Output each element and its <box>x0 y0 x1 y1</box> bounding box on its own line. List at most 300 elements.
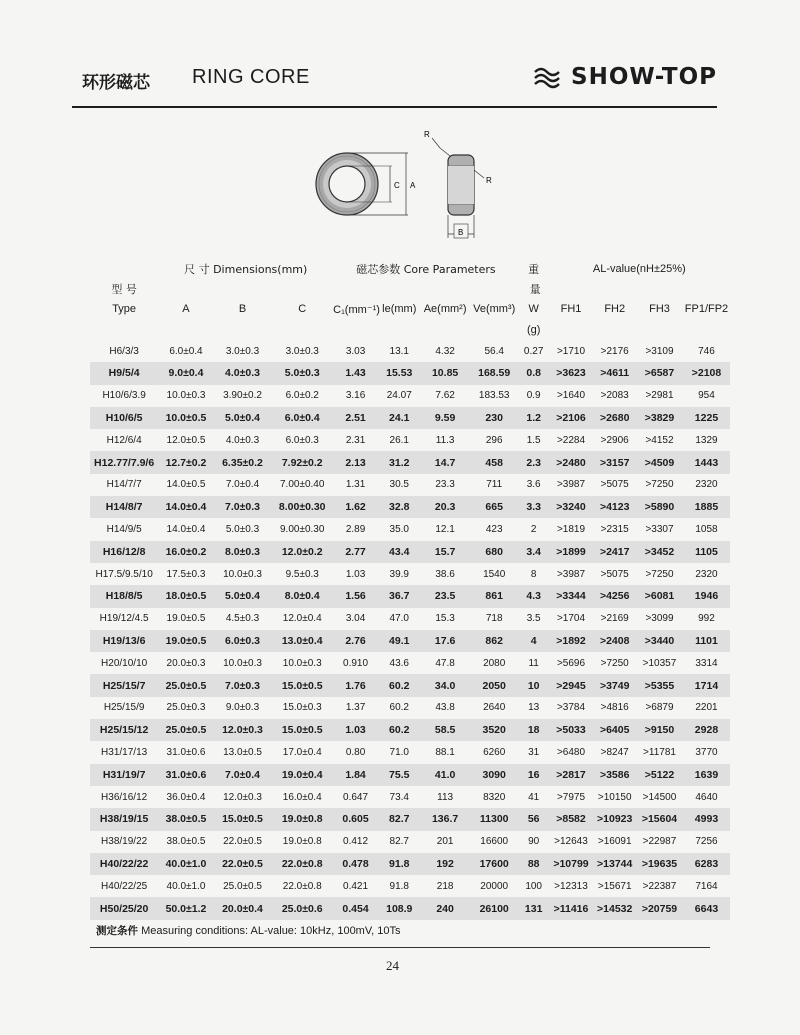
table-cell: >3157 <box>593 451 636 473</box>
table-cell: >1710 <box>556 345 586 357</box>
dim-label-c: C <box>394 181 400 190</box>
table-cell: >5033 <box>549 719 594 741</box>
table-cell: 0.605 <box>333 808 378 830</box>
table-cell: 3770 <box>695 746 718 758</box>
table-cell: 56 <box>519 808 549 830</box>
table-cell: 38.0±0.5 <box>166 836 206 848</box>
table-row <box>90 385 730 407</box>
table-row <box>90 764 730 786</box>
conditions-cn: 测定条件 <box>96 925 138 937</box>
table-cell: 3.03 <box>345 345 366 357</box>
dim-label-b: B <box>458 228 464 237</box>
table-cell: 6.0±0.4 <box>169 345 203 357</box>
table-cell: 43.8 <box>435 702 455 714</box>
type-cell: H25/15/9 <box>103 702 145 714</box>
table-cell: >22987 <box>642 836 677 848</box>
table-cell: 113 <box>437 791 454 803</box>
table-row <box>90 340 730 362</box>
type-cell: H9/5/4 <box>90 362 158 384</box>
table-cell: 12.0±0.4 <box>282 613 322 625</box>
table-cell: 23.5 <box>421 585 470 607</box>
table-cell: 4993 <box>683 808 730 830</box>
type-cell: H38/19/15 <box>90 808 158 830</box>
table-cell: 131 <box>519 897 549 919</box>
table-cell: 954 <box>698 390 715 402</box>
table-cell: 40.0±1.0 <box>166 880 206 892</box>
table-cell: 4.0±0.3 <box>214 362 272 384</box>
table-cell: >14532 <box>593 897 636 919</box>
table-cell: 12.0±0.5 <box>166 434 206 446</box>
type-cell: H25/15/7 <box>90 674 158 696</box>
table-cell: 5.0±0.3 <box>271 362 333 384</box>
table-row <box>90 362 730 384</box>
table-row <box>90 474 730 496</box>
table-cell: 12.0±0.3 <box>214 719 272 741</box>
type-cell: H19/13/6 <box>90 630 158 652</box>
table-row <box>90 831 730 853</box>
table-cell: 31.0±0.6 <box>158 764 213 786</box>
table-cell: 47.8 <box>435 657 455 669</box>
table-cell: 30.5 <box>389 479 409 491</box>
table-cell: 25.0±0.6 <box>271 897 333 919</box>
table-cell: 230 <box>470 407 519 429</box>
weight-cn-1: 重 <box>528 263 540 276</box>
table-cell: >22387 <box>642 880 677 892</box>
table-cell: 861 <box>470 585 519 607</box>
table-cell: 15.0±0.5 <box>214 808 272 830</box>
table-cell: 15.0±0.3 <box>282 702 322 714</box>
table-cell: 13.0±0.4 <box>271 630 333 652</box>
table-cell: 7.92±0.2 <box>271 451 333 473</box>
table-cell: >4152 <box>645 434 674 446</box>
table-cell: 218 <box>436 880 454 892</box>
table-cell: >6405 <box>593 719 636 741</box>
table-cell: 10.0±0.3 <box>166 390 206 402</box>
table-cell: 3520 <box>470 719 519 741</box>
table-cell: 0.910 <box>343 657 369 669</box>
table-cell: 13 <box>528 702 540 714</box>
table-header-row-2 <box>90 280 730 298</box>
table-cell: >4611 <box>593 362 636 384</box>
table-cell: 60.2 <box>378 674 421 696</box>
table-cell: 34.0 <box>421 674 470 696</box>
ring-side-view <box>448 155 474 215</box>
table-cell: >3452 <box>636 541 683 563</box>
page-number: 24 <box>386 958 399 973</box>
table-cell: 19.0±0.4 <box>271 764 333 786</box>
table-cell: 3.16 <box>345 390 366 402</box>
table-cell: >7250 <box>645 479 674 491</box>
table-cell: 3.3 <box>519 496 549 518</box>
table-cell: 6.35±0.2 <box>214 451 272 473</box>
ring-core-diagram <box>300 126 530 246</box>
table-cell: 3.0±0.3 <box>225 345 260 357</box>
table-row <box>90 585 730 607</box>
table-cell: >5122 <box>636 764 683 786</box>
table-cell: 49.1 <box>378 630 421 652</box>
table-cell: 7.0±0.4 <box>214 764 272 786</box>
brand-name: SHOW-TOP <box>571 64 717 90</box>
table-cell: 680 <box>470 541 519 563</box>
table-cell: 4640 <box>695 791 718 803</box>
table-cell: 2.51 <box>333 407 378 429</box>
table-cell: 1946 <box>683 585 730 607</box>
col-fh1-header: FH1 <box>560 303 582 315</box>
table-cell: >2176 <box>600 345 629 357</box>
col-fp-header: FP1/FP2 <box>684 303 729 315</box>
table-row <box>90 741 730 763</box>
table-cell: 0.412 <box>343 836 369 848</box>
type-cell: H36/16/12 <box>101 791 148 803</box>
table-cell: 0.647 <box>343 791 369 803</box>
table-cell: 1058 <box>695 524 718 536</box>
table-cell: 6260 <box>483 746 506 758</box>
table-cell: 2.89 <box>345 524 366 536</box>
table-cell: 10.0±0.5 <box>158 407 213 429</box>
table-cell: 3.04 <box>345 613 366 625</box>
table-cell: >1892 <box>549 630 594 652</box>
table-cell: 746 <box>698 345 715 357</box>
al-value-group-header: AL-value(nH±25%) <box>592 263 686 275</box>
table-cell: 20.0±0.3 <box>166 657 206 669</box>
table-cell: 8.0±0.3 <box>214 541 272 563</box>
type-cell: H40/22/22 <box>90 853 158 875</box>
footer-rule <box>90 947 710 948</box>
table-cell: 15.53 <box>378 362 421 384</box>
table-cell: >7250 <box>645 568 674 580</box>
table-cell: 58.5 <box>421 719 470 741</box>
table-cell: 50.0±1.2 <box>158 897 213 919</box>
table-cell: 11.3 <box>435 434 455 446</box>
table-cell: 82.7 <box>389 836 409 848</box>
table-cell: >4123 <box>593 496 636 518</box>
table-cell: >2480 <box>549 451 594 473</box>
table-cell: 23.3 <box>435 479 455 491</box>
table-cell: 25.0±0.3 <box>166 702 206 714</box>
table-cell: 7.00±0.40 <box>280 479 325 491</box>
table-cell: 25.0±0.5 <box>158 719 213 741</box>
table-cell: >4816 <box>600 702 629 714</box>
table-cell: 458 <box>470 451 519 473</box>
table-cell: 7.0±0.3 <box>214 674 272 696</box>
table-cell: 423 <box>485 524 503 536</box>
type-header: Type <box>112 303 137 315</box>
table-cell: >2945 <box>549 674 594 696</box>
col-c1-header: C₁(mm⁻¹) <box>333 303 380 316</box>
table-cell: 9.5±0.3 <box>285 568 319 580</box>
table-cell: 47.0 <box>389 613 409 625</box>
table-cell: 35.0 <box>389 524 409 536</box>
table-cell: >7250 <box>600 657 629 669</box>
table-cell: 6283 <box>683 853 730 875</box>
table-cell: 17600 <box>470 853 519 875</box>
table-cell: >2083 <box>600 390 629 402</box>
table-cell: 1714 <box>683 674 730 696</box>
table-cell: >5890 <box>636 496 683 518</box>
table-cell: >3829 <box>636 407 683 429</box>
table-cell: >10357 <box>642 657 677 669</box>
table-cell: 1.5 <box>526 434 541 446</box>
table-cell: >3240 <box>549 496 594 518</box>
table-cell: 88 <box>519 853 549 875</box>
table-cell: 1.56 <box>333 585 378 607</box>
table-cell: 7.0±0.3 <box>214 496 272 518</box>
table-cell: 16.0±0.2 <box>158 541 213 563</box>
table-cell: 136.7 <box>421 808 470 830</box>
table-cell: 91.8 <box>389 880 409 892</box>
type-cell: H6/3/3 <box>109 345 139 357</box>
table-cell: 6.0±0.4 <box>271 407 333 429</box>
type-cell: H16/12/8 <box>90 541 158 563</box>
conditions-en: Measuring conditions: AL-value: 10kHz, 100mV, 10Ts <box>141 925 401 937</box>
table-row <box>90 786 730 808</box>
table-cell: 15.0±0.5 <box>271 719 333 741</box>
table-cell: 25.0±0.5 <box>158 674 213 696</box>
table-cell: 17.0±0.4 <box>282 746 322 758</box>
table-cell: 8.0±0.4 <box>271 585 333 607</box>
table-row <box>90 697 730 719</box>
table-cell: 192 <box>421 853 470 875</box>
table-cell: >9150 <box>636 719 683 741</box>
table-cell: 19.0±0.5 <box>166 613 206 625</box>
table-cell: 31.2 <box>378 451 421 473</box>
table-cell: 1.84 <box>333 764 378 786</box>
table-cell: 22.0±0.8 <box>282 880 322 892</box>
table-cell: 9.59 <box>421 407 470 429</box>
table-cell: 15.3 <box>435 613 455 625</box>
type-cell: H31/17/13 <box>101 746 148 758</box>
table-cell: 1443 <box>683 451 730 473</box>
table-cell: 5.0±0.4 <box>214 585 272 607</box>
table-cell: 8.00±0.30 <box>271 496 333 518</box>
table-cell: 25.0±0.5 <box>223 880 262 892</box>
table-row <box>90 563 730 585</box>
table-cell: 8 <box>530 568 537 580</box>
table-cell: >4256 <box>593 585 636 607</box>
table-cell: 19.0±0.8 <box>282 836 322 848</box>
table-cell: >6587 <box>636 362 683 384</box>
dim-label-r-side: R <box>486 176 492 185</box>
table-cell: 10.85 <box>421 362 470 384</box>
table-cell: 7164 <box>695 880 718 892</box>
table-cell: 1.03 <box>345 568 366 580</box>
dim-label-a: A <box>410 181 416 190</box>
table-cell: 26.1 <box>389 434 409 446</box>
table-cell: 8320 <box>483 791 506 803</box>
table-cell: 2201 <box>695 702 718 714</box>
table-cell: >2981 <box>645 390 674 402</box>
table-cell: 3.0±0.3 <box>285 345 319 357</box>
table-cell: >6879 <box>645 702 674 714</box>
type-cell: H38/19/22 <box>101 836 148 848</box>
table-cell: >3586 <box>593 764 636 786</box>
table-cell: >5355 <box>636 674 683 696</box>
table-cell: 56.4 <box>484 345 504 357</box>
table-cell: 108.9 <box>378 897 421 919</box>
table-cell: >16091 <box>597 836 632 848</box>
table-cell: 2.76 <box>333 630 378 652</box>
table-cell: >3987 <box>556 568 586 580</box>
type-cell: H18/8/5 <box>90 585 158 607</box>
table-row <box>90 451 730 473</box>
table-cell: 19.0±0.8 <box>271 808 333 830</box>
table-row <box>90 608 730 630</box>
table-cell: 6.0±0.3 <box>285 434 319 446</box>
table-cell: 2 <box>530 524 537 536</box>
table-cell: >11416 <box>549 897 594 919</box>
table-cell: 17.5±0.3 <box>166 568 206 580</box>
table-cell: 3.5 <box>526 613 541 625</box>
table-cell: >14500 <box>642 791 677 803</box>
table-row <box>90 808 730 830</box>
table-cell: 1540 <box>483 568 506 580</box>
table-cell: 14.0±0.4 <box>158 496 213 518</box>
table-cell: 41 <box>528 791 540 803</box>
table-cell: 14.0±0.5 <box>166 479 206 491</box>
table-cell: 40.0±1.0 <box>158 853 213 875</box>
table-row <box>90 719 730 741</box>
table-cell: >10799 <box>549 853 594 875</box>
measuring-conditions <box>96 923 401 938</box>
type-cell: H14/7/7 <box>106 479 142 491</box>
table-cell: 7256 <box>695 836 718 848</box>
table-cell: >2315 <box>600 524 629 536</box>
table-cell: 2.13 <box>333 451 378 473</box>
table-cell: 88.1 <box>435 746 455 758</box>
weight-unit: (g) <box>526 324 541 336</box>
table-cell: 1329 <box>695 434 718 446</box>
table-cell: 0.80 <box>345 746 366 758</box>
table-cell: 20.0±0.4 <box>214 897 272 919</box>
col-ae-header: Ae(mm²) <box>423 303 467 315</box>
table-cell: 11300 <box>470 808 519 830</box>
type-cell: H25/15/12 <box>90 719 158 741</box>
table-cell: >3440 <box>636 630 683 652</box>
table-cell: 90 <box>528 836 540 848</box>
table-cell: 6643 <box>683 897 730 919</box>
col-fh2-header: FH2 <box>604 303 626 315</box>
table-cell: 4.3 <box>519 585 549 607</box>
table-row <box>90 407 730 429</box>
table-cell: 0.478 <box>333 853 378 875</box>
table-cell: >6480 <box>556 746 586 758</box>
table-cell: 36.7 <box>378 585 421 607</box>
table-row <box>90 630 730 652</box>
table-cell: 240 <box>421 897 470 919</box>
type-cell: H40/22/25 <box>101 880 148 892</box>
table-cell: 9.0±0.4 <box>158 362 213 384</box>
col-fh3-header: FH3 <box>649 303 670 315</box>
table-cell: >7975 <box>556 791 586 803</box>
table-row <box>90 853 730 875</box>
type-header-cn: 型 号 <box>111 283 137 296</box>
table-cell: 7.62 <box>435 390 455 402</box>
table-cell: 4.5±0.3 <box>225 613 260 625</box>
table-cell: 71.0 <box>389 746 409 758</box>
table-cell: 82.7 <box>378 808 421 830</box>
table-cell: 13.1 <box>389 345 409 357</box>
table-cell: 10 <box>519 674 549 696</box>
table-cell: >11781 <box>643 746 676 758</box>
table-cell: 10.0±0.3 <box>223 568 262 580</box>
header-rule <box>72 106 717 108</box>
table-cell: 12.1 <box>435 524 455 536</box>
col-a-header: A <box>182 303 190 315</box>
table-cell: >5075 <box>600 479 629 491</box>
core-parameters-group-header: 磁芯参数 Core Parameters <box>356 263 496 276</box>
table-cell: 1.62 <box>333 496 378 518</box>
table-row <box>90 429 730 451</box>
table-cell: 16 <box>519 764 549 786</box>
table-cell: 1.31 <box>345 479 366 491</box>
table-cell: 24.1 <box>378 407 421 429</box>
type-cell: H31/19/7 <box>90 764 158 786</box>
col-weight-header: W <box>528 303 539 315</box>
table-cell: 2320 <box>695 568 718 580</box>
table-cell: >8247 <box>600 746 629 758</box>
dimensions-group-header: 尺 寸 Dimensions(mm) <box>184 263 308 276</box>
table-cell: 10.0±0.3 <box>282 657 322 669</box>
ring-core-table <box>90 258 730 920</box>
table-cell: 1225 <box>683 407 730 429</box>
table-cell: 16.0±0.4 <box>282 791 322 803</box>
table-cell: >3749 <box>593 674 636 696</box>
table-cell: 1101 <box>683 630 730 652</box>
table-cell: 7.0±0.4 <box>225 479 260 491</box>
table-row <box>90 674 730 696</box>
table-cell: >1819 <box>556 524 586 536</box>
table-cell: 10.0±0.3 <box>223 657 262 669</box>
table-cell: 1105 <box>683 541 730 563</box>
table-cell: 18.0±0.5 <box>158 585 213 607</box>
weight-cn-2: 量 <box>529 283 541 296</box>
table-header-row-3 <box>90 298 730 320</box>
table-cell: 0.27 <box>523 345 544 357</box>
table-cell: >1899 <box>549 541 594 563</box>
table-cell: 14.7 <box>421 451 470 473</box>
table-cell: >3987 <box>556 479 586 491</box>
table-cell: 16600 <box>480 836 509 848</box>
table-cell: 43.6 <box>389 657 409 669</box>
table-cell: 60.2 <box>389 702 409 714</box>
table-row <box>90 897 730 919</box>
col-b-header: B <box>238 303 247 315</box>
table-cell: 22.0±0.5 <box>223 836 262 848</box>
table-cell: 2320 <box>695 479 718 491</box>
table-cell: 1639 <box>683 764 730 786</box>
table-cell: >2108 <box>683 362 730 384</box>
ring-front-view <box>316 153 378 215</box>
col-ve-header: Ve(mm³) <box>473 303 516 315</box>
table-cell: >3623 <box>549 362 594 384</box>
type-cell: H19/12/4.5 <box>99 613 149 625</box>
table-cell: 3.90±0.2 <box>223 390 262 402</box>
table-cell: 718 <box>485 613 503 625</box>
table-cell: >3099 <box>645 613 674 625</box>
table-cell: 18 <box>519 719 549 741</box>
table-cell: 665 <box>470 496 519 518</box>
table-cell: 0.421 <box>343 880 369 892</box>
type-cell: H20/10/10 <box>101 657 148 669</box>
table-cell: 2.3 <box>519 451 549 473</box>
table-cell: >3109 <box>645 345 674 357</box>
table-cell: 12.0±0.3 <box>223 791 262 803</box>
table-cell: >1704 <box>556 613 586 625</box>
table-cell: 183.53 <box>478 390 510 402</box>
table-cell: >2106 <box>549 407 594 429</box>
table-cell: >15671 <box>597 880 632 892</box>
table-cell: 3314 <box>695 657 718 669</box>
